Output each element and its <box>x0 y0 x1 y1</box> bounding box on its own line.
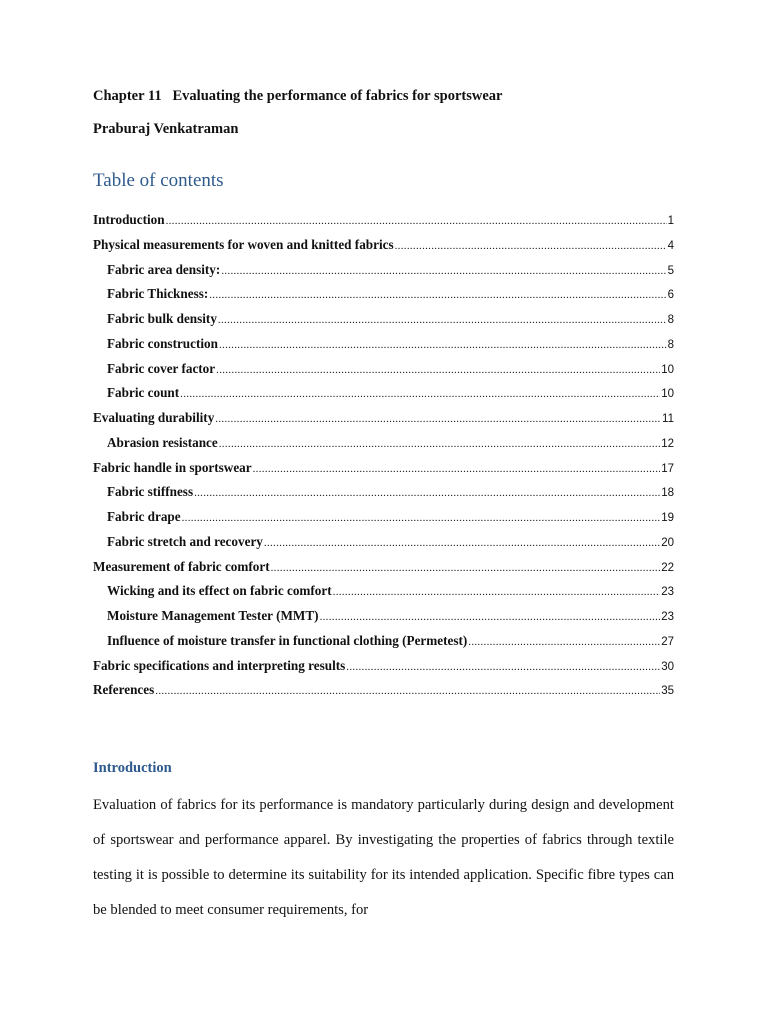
toc-entry-page-number[interactable]: 23 <box>661 611 674 623</box>
toc-entry-label[interactable]: Moisture Management Tester (MMT) <box>107 608 319 623</box>
toc-entry-page-number[interactable]: 6 <box>667 289 674 302</box>
toc-dot-leader <box>264 537 660 549</box>
toc-entry-page-number[interactable]: 8 <box>667 338 674 351</box>
toc-entry[interactable] <box>93 682 674 707</box>
toc-dot-leader <box>194 487 660 499</box>
toc-entry-label[interactable]: Fabric area density: <box>107 261 221 277</box>
toc-entry-page-number[interactable]: 30 <box>661 660 674 673</box>
toc-entry-page-number[interactable]: 19 <box>661 512 674 524</box>
toc-dot-leader <box>209 289 666 301</box>
toc-entry-label[interactable]: Fabric Thickness: <box>107 286 209 302</box>
toc-dot-leader <box>166 215 667 227</box>
toc-entry[interactable] <box>93 608 674 633</box>
toc-entry-label[interactable]: Fabric specifications and interpreting results <box>93 657 346 673</box>
toc-entry[interactable] <box>93 262 674 287</box>
toc-entry[interactable] <box>93 559 674 584</box>
toc-entry[interactable] <box>93 385 674 410</box>
toc-entry-label[interactable]: Measurement of fabric comfort <box>93 558 270 574</box>
toc-entry-page-number[interactable]: 8 <box>667 314 674 326</box>
toc-dot-leader <box>155 685 660 697</box>
toc-dot-leader <box>346 661 660 673</box>
toc-dot-leader <box>271 562 661 574</box>
toc-entry[interactable] <box>93 484 674 509</box>
toc-entry-label[interactable]: Fabric construction <box>107 335 218 351</box>
toc-entry-label[interactable]: Physical measurements for woven and knitted fabrics <box>93 236 394 252</box>
toc-dot-leader <box>253 463 661 475</box>
toc-entry[interactable] <box>93 311 674 336</box>
toc-entry[interactable] <box>93 460 674 485</box>
toc-entry-label[interactable]: Fabric bulk density <box>107 311 217 326</box>
toc-entry[interactable] <box>93 237 674 262</box>
toc-dot-leader <box>219 339 667 351</box>
toc-dot-leader <box>333 586 661 598</box>
toc-entry-page-number[interactable]: 10 <box>661 363 674 376</box>
introduction-heading: Introduction <box>93 760 172 776</box>
toc-entry-page-number[interactable]: 22 <box>661 561 674 574</box>
toc-entry[interactable] <box>93 534 674 559</box>
toc-entry-page-number[interactable]: 10 <box>661 388 674 401</box>
toc-entry-page-number[interactable]: 5 <box>667 264 674 277</box>
toc-entry[interactable] <box>93 410 674 435</box>
toc-dot-leader <box>320 611 661 623</box>
toc-entry-label[interactable]: Fabric drape <box>107 509 181 524</box>
toc-entry-label[interactable]: Fabric handle in sportswear <box>93 459 252 475</box>
toc-entry-label[interactable]: Fabric cover factor <box>107 360 216 376</box>
toc-dot-leader <box>180 388 660 400</box>
toc-dot-leader <box>182 512 661 524</box>
toc-entry-page-number[interactable]: 18 <box>661 487 674 500</box>
toc-dot-leader <box>395 240 667 252</box>
toc-entry-page-number[interactable]: 11 <box>662 413 674 425</box>
toc-entry[interactable] <box>93 658 674 683</box>
toc-entry[interactable] <box>93 212 674 237</box>
toc-entry-label[interactable]: Introduction <box>93 212 165 227</box>
toc-dot-leader <box>221 265 666 277</box>
toc-entry[interactable] <box>93 583 674 608</box>
toc-entry-page-number[interactable]: 4 <box>667 239 674 252</box>
table-of-contents <box>93 212 674 707</box>
toc-dot-leader <box>219 438 660 450</box>
toc-entry-page-number[interactable]: 17 <box>661 462 674 475</box>
toc-dot-leader <box>216 364 660 376</box>
toc-entry-label[interactable]: References <box>93 682 155 698</box>
toc-dot-leader <box>215 413 661 425</box>
toc-entry-label[interactable]: Fabric stretch and recovery <box>107 533 263 549</box>
toc-entry-page-number[interactable]: 20 <box>661 536 674 549</box>
toc-heading: Table of contents <box>93 170 224 191</box>
toc-entry-page-number[interactable]: 35 <box>661 685 674 698</box>
toc-dot-leader <box>218 314 667 326</box>
toc-entry-page-number[interactable]: 23 <box>661 586 674 599</box>
toc-entry[interactable] <box>93 286 674 311</box>
toc-entry-page-number[interactable]: 12 <box>661 437 674 450</box>
toc-entry[interactable] <box>93 361 674 386</box>
toc-entry-label[interactable]: Influence of moisture transfer in functional clothing (Permetest) <box>107 632 468 648</box>
toc-entry-label[interactable]: Fabric count <box>107 385 180 401</box>
toc-entry[interactable] <box>93 509 674 534</box>
toc-entry-label[interactable]: Evaluating durability <box>93 410 215 425</box>
author-name: Praburaj Venkatraman <box>93 121 239 137</box>
toc-entry-label[interactable]: Fabric stiffness <box>107 484 194 500</box>
chapter-title: Chapter 11 Evaluating the performance of fabrics for sportswear <box>93 88 503 104</box>
toc-entry-label[interactable]: Abrasion resistance <box>107 434 218 450</box>
introduction-paragraph: Evaluation of fabrics for its performance is mandatory particularly during design and development of sportswear and performance apparel. By investigating the properties of fabrics through textile testing it is possible to determine its suitability for its intended application. Specific fibre types can be blended to meet consumer requirements, for <box>93 797 674 918</box>
toc-entry[interactable] <box>93 633 674 658</box>
toc-entry-page-number[interactable]: 1 <box>667 215 674 227</box>
toc-entry-page-number[interactable]: 27 <box>661 635 674 648</box>
toc-entry-label[interactable]: Wicking and its effect on fabric comfort <box>107 583 332 599</box>
toc-dot-leader <box>468 636 660 648</box>
toc-entry[interactable] <box>93 336 674 361</box>
toc-entry[interactable] <box>93 435 674 460</box>
